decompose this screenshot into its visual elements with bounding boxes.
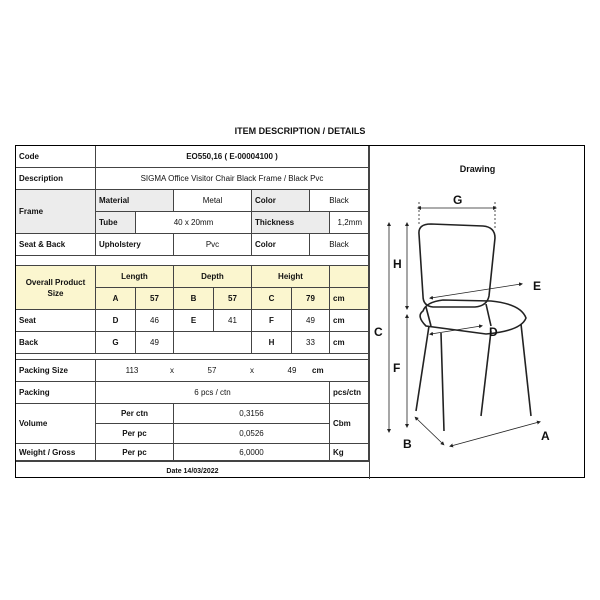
- spacer-row: [16, 256, 369, 266]
- dim-e-letter: E: [174, 310, 214, 332]
- seat-label: Seat: [16, 310, 96, 332]
- dim-h-letter: H: [252, 332, 292, 354]
- volume-per-pc-label: Per pc: [96, 424, 174, 444]
- seat-color-value: Black: [310, 234, 369, 256]
- unit-header-blank: [330, 266, 369, 288]
- dim-c-letter: C: [252, 288, 292, 310]
- packing-height: 49: [287, 366, 297, 375]
- upholstery-label: Upholstery: [96, 234, 174, 256]
- packing-size-label: Packing Size: [16, 360, 96, 382]
- diagram-label-h: H: [393, 257, 402, 271]
- packing-width: 57: [207, 366, 217, 375]
- volume-per-ctn-label: Per ctn: [96, 404, 174, 424]
- length-header: Length: [96, 266, 174, 288]
- frame-color-value: Black: [310, 190, 369, 212]
- dim-a-value: 57: [136, 288, 174, 310]
- frame-label: Frame: [16, 190, 96, 234]
- thickness-label: Thickness: [252, 212, 330, 234]
- volume-unit: Cbm: [330, 404, 369, 444]
- tube-value: 40 x 20mm: [136, 212, 252, 234]
- material-value: Metal: [174, 190, 252, 212]
- overall-size-label: Overall Product Size: [16, 266, 96, 310]
- packing-label: Packing: [16, 382, 96, 404]
- code-value: EO550,16 ( E-00004100 ): [96, 146, 369, 168]
- volume-per-ctn-value: 0,3156: [174, 404, 330, 424]
- dim-f-value: 49: [292, 310, 330, 332]
- dim-e-value: 41: [214, 310, 252, 332]
- tube-label: Tube: [96, 212, 136, 234]
- diagram-label-g: G: [453, 193, 463, 207]
- depth-header: Depth: [174, 266, 252, 288]
- dim-h-value: 33: [292, 332, 330, 354]
- packing-value: 6 pcs / ctn: [96, 382, 330, 404]
- material-label: Material: [96, 190, 174, 212]
- seat-back-label: Seat & Back: [16, 234, 96, 256]
- diagram-label-a: A: [541, 429, 550, 443]
- weight-per-pc-value: 6,0000: [174, 444, 330, 461]
- date-footer: Date 14/03/2022: [16, 461, 369, 480]
- packing-unit: pcs/ctn: [330, 382, 369, 404]
- weight-unit: Kg: [330, 444, 369, 461]
- volume-label: Volume: [16, 404, 96, 444]
- diagram-label-c: C: [374, 325, 383, 339]
- dim-b-letter: B: [174, 288, 214, 310]
- diagram-label-f: F: [393, 361, 401, 375]
- description-value: SIGMA Office Visitor Chair Black Frame / Black Pvc: [96, 168, 369, 190]
- volume-per-pc-value: 0,0526: [174, 424, 330, 444]
- drawing-divider: [369, 146, 370, 479]
- seat-unit: cm: [330, 310, 369, 332]
- dim-d-value: 46: [136, 310, 174, 332]
- dim-a-letter: A: [96, 288, 136, 310]
- dim-g-value: 49: [136, 332, 174, 354]
- chair-drawing: [371, 186, 584, 466]
- height-header: Height: [252, 266, 330, 288]
- weight-label: Weight / Gross: [16, 444, 96, 461]
- description-label: Description: [16, 168, 96, 190]
- thickness-value: 1,2mm: [330, 212, 369, 234]
- packing-size-row: [96, 360, 369, 382]
- seat-color-label: Color: [252, 234, 310, 256]
- dim-g-letter: G: [96, 332, 136, 354]
- drawing-label: Drawing: [459, 164, 496, 174]
- dim-b-value: 57: [214, 288, 252, 310]
- spec-sheet: [15, 145, 585, 478]
- back-blank: [174, 332, 252, 354]
- overall-unit: cm: [330, 288, 369, 310]
- diagram-label-b: B: [403, 437, 412, 451]
- page-title: ITEM DESCRIPTION / DETAILS: [234, 126, 366, 136]
- packing-length: 113: [125, 366, 139, 375]
- packing-x1: x: [170, 366, 174, 375]
- frame-color-label: Color: [252, 190, 310, 212]
- upholstery-value: Pvc: [174, 234, 252, 256]
- packing-size-unit: cm: [312, 366, 324, 375]
- dim-c-value: 79: [292, 288, 330, 310]
- packing-x2: x: [250, 366, 254, 375]
- back-label: Back: [16, 332, 96, 354]
- code-label: Code: [16, 146, 96, 168]
- weight-per-pc-label: Per pc: [96, 444, 174, 461]
- back-unit: cm: [330, 332, 369, 354]
- dim-d-letter: D: [96, 310, 136, 332]
- dim-f-letter: F: [252, 310, 292, 332]
- diagram-label-e: E: [533, 279, 542, 293]
- diagram-label-d: D: [489, 325, 498, 339]
